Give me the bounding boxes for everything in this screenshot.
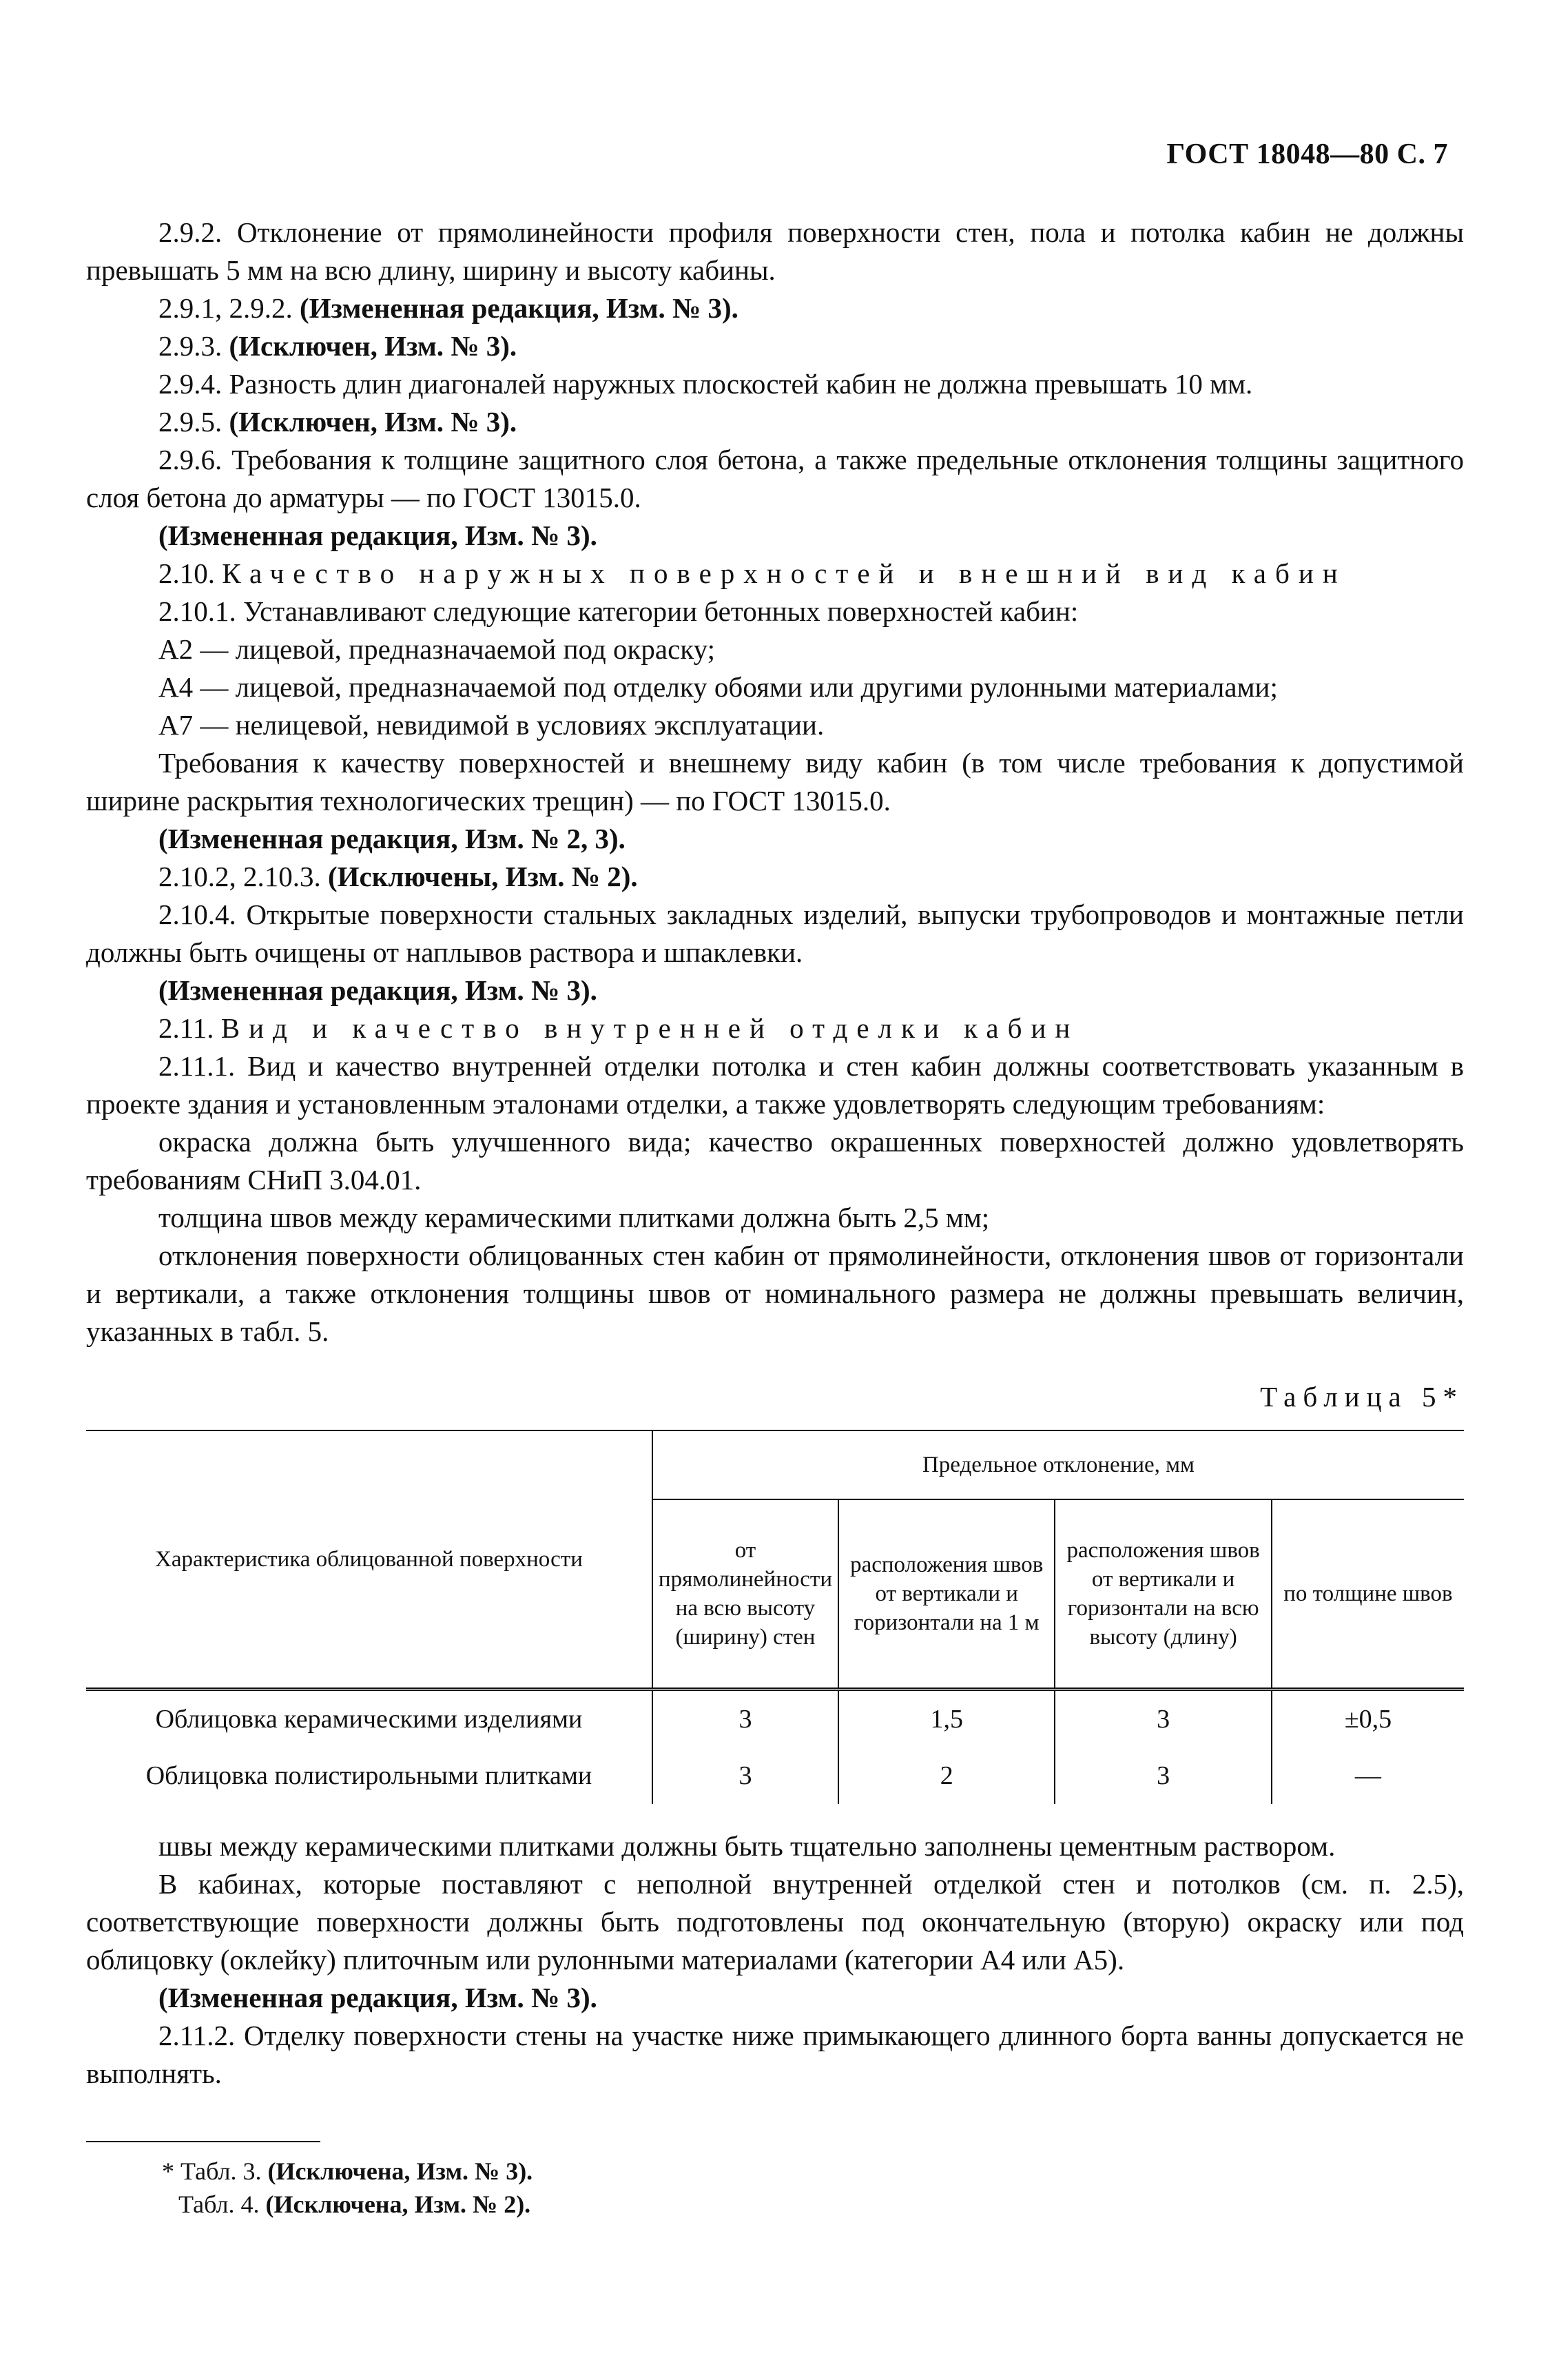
table-header-cell: расположения швов от вертикали и горизонтали на всю высоту (длину): [1055, 1499, 1271, 1690]
paragraph: 2.10.4. Открытые поверхности стальных закладных изделий, выпуски трубопроводов и монтажные петли должны быть очищены от наплывов раствора и шпаклевки.: [86, 899, 1464, 968]
paragraph: отклонения поверхности облицованных стен кабин от прямолинейности, отклонения швов от горизонтали и вертикали, а также отклонения толщины швов от номинального размера не должны превышать величин, указанных в табл. 5.: [86, 1240, 1464, 1347]
paragraph: 2.10.1. Устанавливают следующие категории бетонных поверхностей кабин:: [158, 595, 1079, 627]
paragraph: А4 — лицевой, предназначаемой под отделку обоями или другими рулонными материалами;: [158, 671, 1278, 703]
table-cell: 3: [652, 1690, 838, 1748]
table-header-cell: Характеристика облицованной поверхности: [86, 1430, 652, 1690]
table-cell: 3: [1055, 1747, 1271, 1804]
table-cell: ±0,5: [1344, 1705, 1392, 1734]
table-cell: Облицовка полистирольными плитками: [86, 1747, 652, 1804]
paragraph: 2.9.6. Требования к толщине защитного слоя бетона, а также предельные отклонения толщины защитного слоя бетона до арматуры — по ГОСТ 13015.0.: [86, 444, 1464, 513]
table-cell: 3: [1055, 1690, 1271, 1748]
paragraph: 2.9.1, 2.9.2. (Измененная редакция, Изм. № 3).: [158, 292, 738, 324]
paragraph: 2.11.1. Вид и качество внутренней отделки потолка и стен кабин должны соответствовать указанным в проекте здания и установленным эталонами отделки, а также удовлетворять следующим требованиям:: [86, 1050, 1464, 1120]
table-cell: Облицовка керамическими изделиями: [86, 1690, 652, 1748]
table-cell: 2: [838, 1747, 1055, 1804]
footnote: Табл. 4. (Исключена, Изм. № 2).: [178, 2191, 531, 2218]
paragraph: 2.9.3. (Исключен, Изм. № 3).: [158, 330, 517, 362]
paragraph: окраска должна быть улучшенного вида; качество окрашенных поверхностей должно удовлетворять требованиям СНиП 3.04.01.: [86, 1126, 1464, 1196]
paragraph: (Измененная редакция, Изм. № 2, 3).: [158, 823, 626, 854]
paragraph: (Измененная редакция, Изм. № 3).: [158, 974, 597, 1006]
paragraph: А2 — лицевой, предназначаемой под окраску;: [158, 633, 715, 665]
page-header: ГОСТ 18048—80 С. 7: [1166, 139, 1448, 170]
footnote-divider: [86, 2141, 320, 2142]
paragraph: (Измененная редакция, Изм. № 3).: [158, 1982, 597, 2013]
paragraph: (Измененная редакция, Изм. № 3).: [158, 520, 597, 551]
paragraph: 2.11.2. Отделку поверхности стены на участке ниже примыкающего длинного борта ванны допускается не выполнять.: [86, 2020, 1464, 2089]
paragraph: 2.9.4. Разность длин диагоналей наружных плоскостей кабин не должна превышать 10 мм.: [158, 368, 1253, 400]
table-header-cell: расположения швов от вертикали и горизонтали на 1 м: [838, 1499, 1055, 1690]
section-heading: 2.11. Вид и качество внутренней отделки кабин: [158, 1012, 1079, 1044]
table-header-cell: по толщине швов: [1272, 1499, 1464, 1690]
paragraph: В кабинах, которые поставляют с неполной внутренней отделкой стен и потолков (см. п. 2.5), соответствующие поверхности должны быть подготовлены под окончательную (вторую) окраску или под облицовку (оклейку) плиточным или рулонными материалами (категории А4 или А5).: [86, 1868, 1464, 1976]
paragraph: 2.10.2, 2.10.3. (Исключены, Изм. № 2).: [158, 861, 638, 892]
table-header-cell: от прямолинейности на всю высоту (ширину) стен: [652, 1499, 838, 1690]
table-cell: 3: [652, 1747, 838, 1804]
table-cell: —: [1354, 1761, 1381, 1790]
footnote: * Табл. 3. (Исключена, Изм. № 3).: [162, 2157, 533, 2185]
paragraph: 2.9.2. Отклонение от прямолинейности профиля поверхности стен, пола и потолка кабин не должны превышать 5 мм на всю длину, ширину и высоту кабины.: [86, 216, 1464, 286]
table-header-group: Предельное отклонение, мм: [652, 1430, 1464, 1499]
document-body: [86, 214, 1464, 2221]
table-row: [86, 1690, 1464, 1748]
table-caption: Таблица 5*: [1260, 1381, 1464, 1413]
section-heading: 2.10. Качество наружных поверхностей и внешний вид кабин: [158, 557, 1347, 589]
table-cell: 1,5: [838, 1690, 1055, 1748]
table-5: [86, 1430, 1464, 1804]
paragraph: А7 — нелицевой, невидимой в условиях эксплуатации.: [158, 709, 825, 741]
paragraph: толщина швов между керамическими плитками должна быть 2,5 мм;: [158, 1202, 990, 1233]
table-row: [86, 1747, 1464, 1804]
footnotes: [86, 2155, 1464, 2221]
paragraph: Требования к качеству поверхностей и внешнему виду кабин (в том числе требования к допустимой ширине раскрытия технологических трещин) — по ГОСТ 13015.0.: [86, 747, 1464, 817]
paragraph: швы между керамическими плитками должны быть тщательно заполнены цементным раствором.: [158, 1830, 1336, 1862]
paragraph: 2.9.5. (Исключен, Изм. № 3).: [158, 406, 517, 438]
